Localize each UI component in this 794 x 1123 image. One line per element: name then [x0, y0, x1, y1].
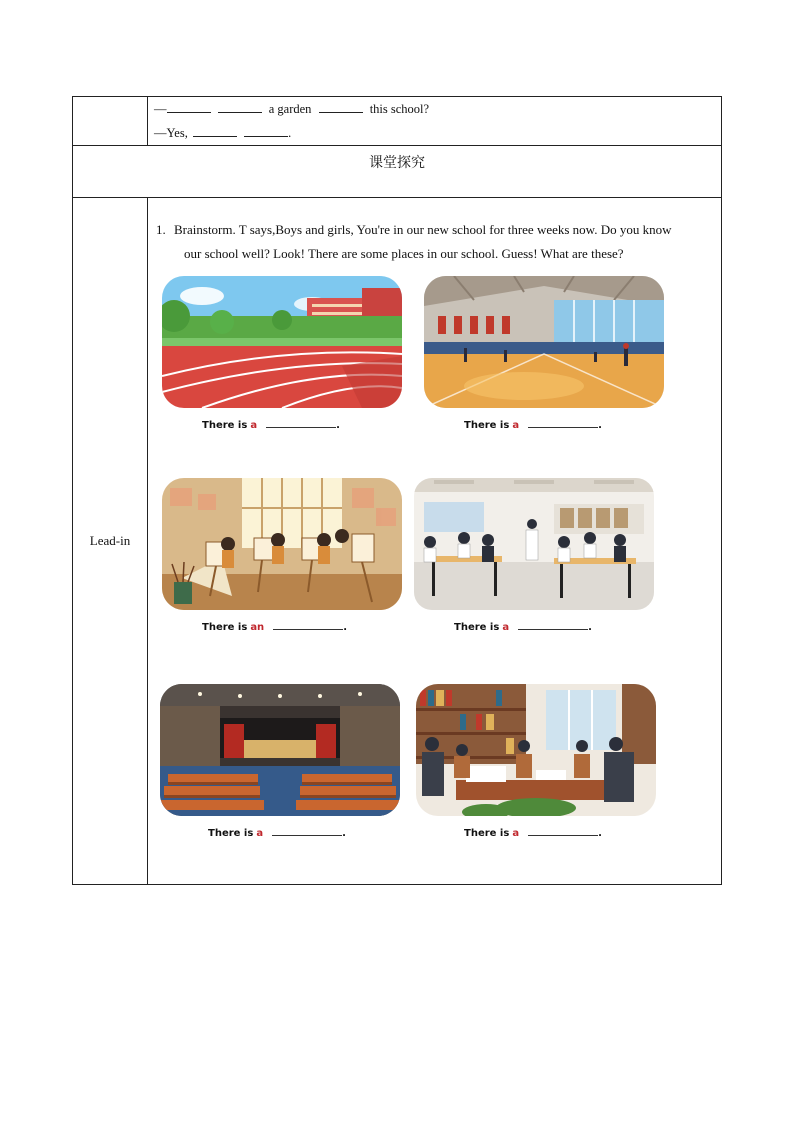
picture-grid [148, 272, 721, 872]
empty-label-cell [73, 97, 148, 146]
running-track-image [162, 276, 402, 408]
article: a [256, 828, 264, 839]
art-room-image [162, 478, 402, 610]
picture-card-dining-hall [408, 474, 658, 644]
answer-blank[interactable] [518, 620, 588, 630]
picture-card-hall [154, 680, 404, 850]
picture-caption: There is a . [464, 828, 602, 839]
period: . [288, 126, 292, 140]
lead-in-row [73, 198, 722, 885]
article: a [512, 828, 520, 839]
lesson-table [72, 96, 722, 885]
answer-blank[interactable] [218, 100, 262, 113]
stage-label: Lead-in [73, 198, 148, 885]
dash: — [154, 102, 167, 116]
picture-caption: There is a . [208, 828, 346, 839]
dialogue-line-1 [148, 97, 721, 121]
hall-image [160, 684, 400, 816]
picture-card-art-room [156, 474, 406, 644]
answer-blank[interactable] [528, 418, 598, 428]
picture-caption: There is a . [464, 420, 602, 431]
dialogue-text: a garden [268, 102, 312, 116]
dining-hall-image [414, 478, 654, 610]
picture-caption: There is a . [202, 420, 340, 431]
answer-blank[interactable] [193, 124, 237, 137]
answer-blank[interactable] [528, 826, 598, 836]
answer-blank[interactable] [319, 100, 363, 113]
answer-blank[interactable] [273, 620, 343, 630]
answer-blank[interactable] [167, 100, 211, 113]
answer-blank[interactable] [272, 826, 342, 836]
activity-text [148, 198, 721, 266]
gym-image [424, 276, 664, 408]
lead-in-content [148, 198, 722, 885]
dialogue-cell [148, 97, 722, 146]
picture-card-running-track [156, 272, 406, 442]
picture-card-gym [418, 272, 668, 442]
picture-caption: There is a . [454, 622, 592, 633]
activity-number: 1. [156, 222, 166, 237]
dash: — [154, 126, 167, 140]
picture-caption: There is an . [202, 622, 347, 633]
section-title-row [73, 146, 722, 198]
answer-blank[interactable] [244, 124, 288, 137]
picture-card-library [410, 680, 660, 850]
article: a [502, 622, 510, 633]
article: a [512, 420, 520, 431]
dialogue-line-2 [148, 121, 721, 145]
section-title: 课堂探究 [73, 146, 722, 198]
dialogue-text: Yes, [166, 126, 188, 140]
library-image [416, 684, 656, 816]
answer-blank[interactable] [266, 418, 336, 428]
article: a [250, 420, 258, 431]
dialogue-row [73, 97, 722, 146]
article: an [250, 622, 265, 633]
activity-line: Brainstorm. T says,Boys and girls, You're in our new school for three weeks now. Do you know [174, 222, 672, 237]
activity-line: our school well? Look! There are some places in our school. Guess! What are these? [184, 246, 624, 261]
dialogue-text: this school? [369, 102, 430, 116]
